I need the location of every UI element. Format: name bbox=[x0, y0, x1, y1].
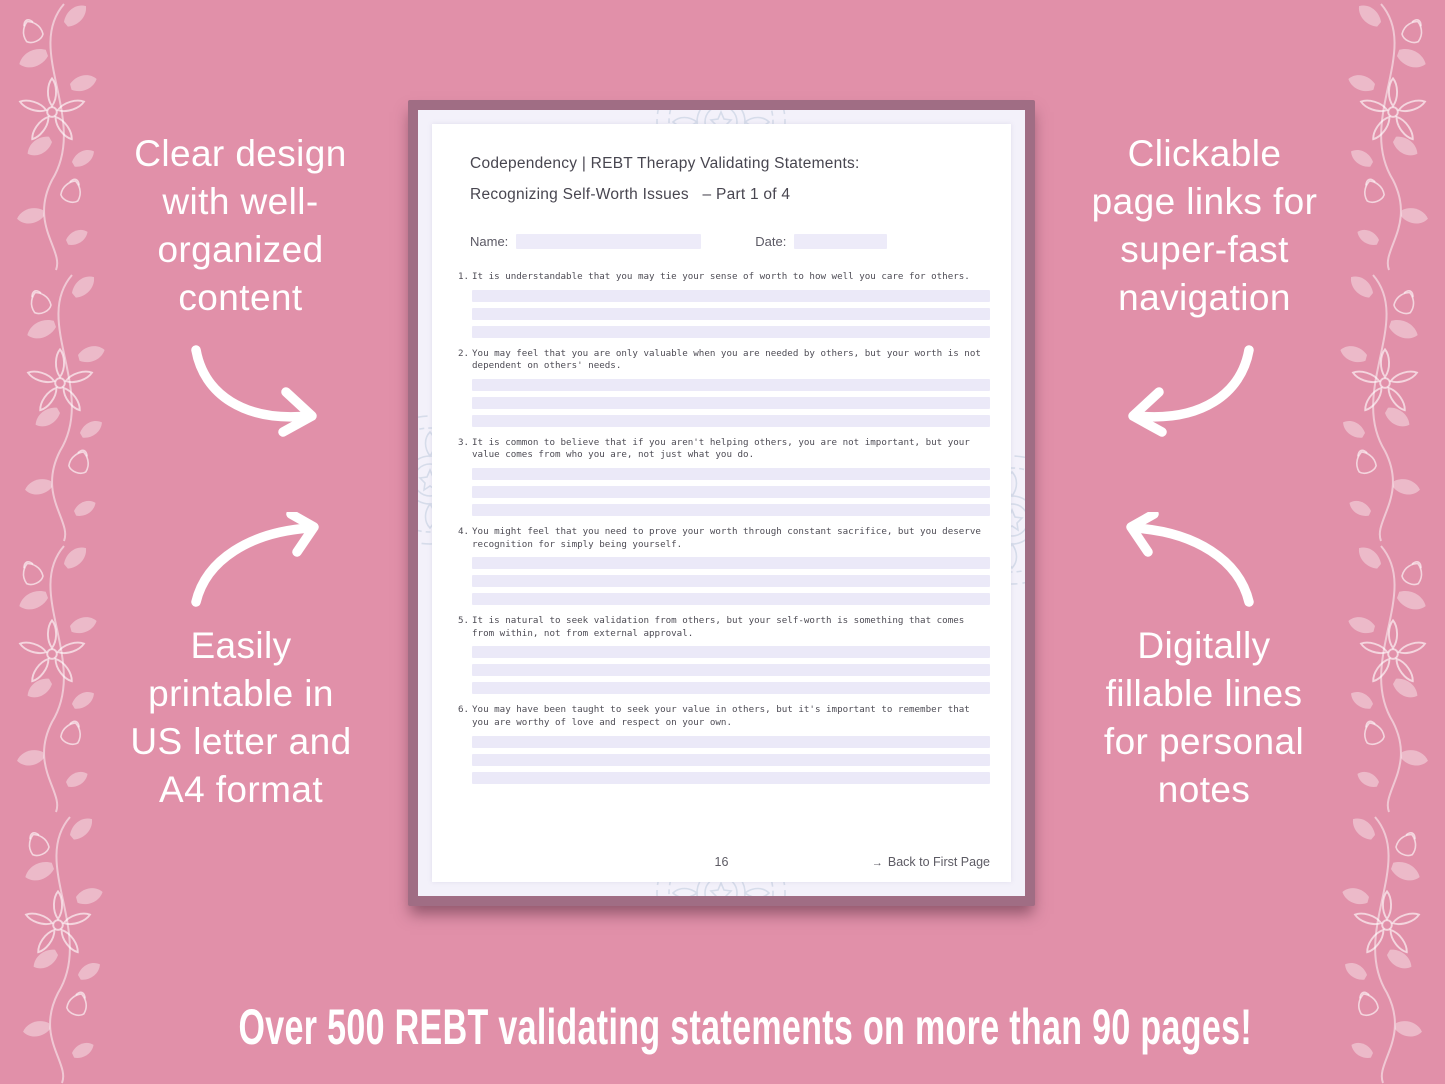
annotation-line: notes bbox=[1157, 769, 1251, 810]
back-to-first-page-link[interactable] bbox=[872, 855, 990, 869]
annotation-line: A4 format bbox=[159, 769, 323, 810]
statement-number: 2. bbox=[458, 347, 470, 359]
curved-arrow-icon bbox=[182, 342, 347, 447]
bottom-banner bbox=[0, 995, 1445, 1059]
back-link-label: Back to First Page bbox=[887, 855, 990, 869]
statement-number: 1. bbox=[458, 271, 470, 282]
curved-arrow-icon bbox=[1098, 512, 1263, 612]
statement-item bbox=[458, 704, 990, 783]
fillable-line[interactable] bbox=[472, 504, 990, 516]
fillable-line[interactable] bbox=[472, 575, 990, 587]
worksheet-preview bbox=[408, 100, 1035, 906]
fillable-line[interactable] bbox=[472, 326, 990, 338]
annotation-line: for personal bbox=[1103, 721, 1305, 762]
banner-text: Over 500 REBT validating statements on more than 90 pages! bbox=[238, 999, 1253, 1055]
worksheet-page bbox=[432, 124, 1011, 882]
statements-list bbox=[458, 271, 990, 784]
annotation-line: super-fast bbox=[1120, 229, 1289, 270]
annotation-top-right bbox=[1052, 130, 1357, 322]
statement-number: 5. bbox=[458, 615, 470, 627]
statement-text: It is natural to seek validation from others, but your self-worth is something that comes from within, not from external approval. bbox=[472, 615, 965, 639]
statement-item bbox=[458, 271, 990, 338]
fillable-line[interactable] bbox=[472, 468, 990, 480]
annotation-line: with well- bbox=[162, 181, 319, 222]
back-arrow-icon: → bbox=[871, 857, 883, 869]
annotation-line: content bbox=[178, 277, 303, 318]
page-number: 16 bbox=[714, 855, 729, 869]
curved-arrow-icon bbox=[182, 512, 347, 612]
fillable-line[interactable] bbox=[472, 486, 990, 498]
fillable-line[interactable] bbox=[472, 415, 990, 427]
annotation-bottom-left bbox=[80, 622, 402, 814]
annotation-line: Easily bbox=[190, 625, 292, 666]
date-field[interactable] bbox=[794, 234, 887, 249]
fillable-line[interactable] bbox=[472, 308, 990, 320]
statement-item bbox=[458, 526, 990, 605]
date-label: Date: bbox=[755, 234, 787, 249]
statement-item bbox=[458, 437, 990, 516]
fillable-line[interactable] bbox=[472, 290, 990, 302]
annotation-line: printable in bbox=[148, 673, 334, 714]
annotation-line: Clickable bbox=[1127, 133, 1282, 174]
name-date-row bbox=[470, 234, 990, 249]
annotation-line: organized bbox=[157, 229, 324, 270]
annotation-line: Digitally bbox=[1137, 625, 1271, 666]
fillable-line[interactable] bbox=[472, 754, 990, 766]
worksheet-title-line2: Recognizing Self-Worth Issues – Part 1 of 4 bbox=[470, 186, 791, 203]
statement-item bbox=[458, 348, 990, 427]
name-field[interactable] bbox=[516, 234, 701, 249]
fillable-line[interactable] bbox=[472, 593, 990, 605]
fillable-line[interactable] bbox=[472, 772, 990, 784]
annotation-line: fillable lines bbox=[1105, 673, 1303, 714]
statement-number: 4. bbox=[458, 525, 470, 537]
annotation-line: Clear design bbox=[134, 133, 347, 174]
annotation-bottom-right bbox=[1048, 622, 1360, 814]
fillable-line[interactable] bbox=[472, 646, 990, 658]
curved-arrow-icon bbox=[1098, 342, 1263, 447]
statement-text: It is common to believe that if you aren't helping others, you are not important, but your value comes from who you are, not just what you do. bbox=[472, 436, 970, 461]
statement-item bbox=[458, 615, 990, 694]
annotation-top-left bbox=[88, 130, 393, 322]
statement-text: You may have been taught to seek your value in others, but it's important to remember that you are worthy of love and respect on your own. bbox=[472, 704, 970, 728]
annotation-line: page links for bbox=[1091, 181, 1318, 222]
fillable-line[interactable] bbox=[472, 664, 990, 676]
worksheet-title-line1: Codependency | REBT Therapy Validating Statements: bbox=[470, 155, 860, 172]
statement-text: You may feel that you are only valuable when you are needed by others, but your worth is not dependent on others' needs. bbox=[472, 347, 981, 372]
statement-text: You might feel that you need to prove your worth through constant sacrifice, but you deserve recognition for simply being yourself. bbox=[472, 525, 981, 550]
annotation-line: US letter and bbox=[130, 721, 352, 762]
fillable-line[interactable] bbox=[472, 397, 990, 409]
page-footer bbox=[432, 855, 1011, 873]
name-label: Name: bbox=[470, 234, 509, 249]
statement-text: It is understandable that you may tie your sense of worth to how well you care for others. bbox=[472, 271, 970, 282]
statement-number: 6. bbox=[458, 704, 470, 716]
fillable-line[interactable] bbox=[472, 379, 990, 391]
fillable-line[interactable] bbox=[472, 557, 990, 569]
fillable-line[interactable] bbox=[472, 736, 990, 748]
fillable-line[interactable] bbox=[472, 682, 990, 694]
statement-number: 3. bbox=[458, 436, 470, 448]
annotation-line: navigation bbox=[1118, 277, 1291, 318]
